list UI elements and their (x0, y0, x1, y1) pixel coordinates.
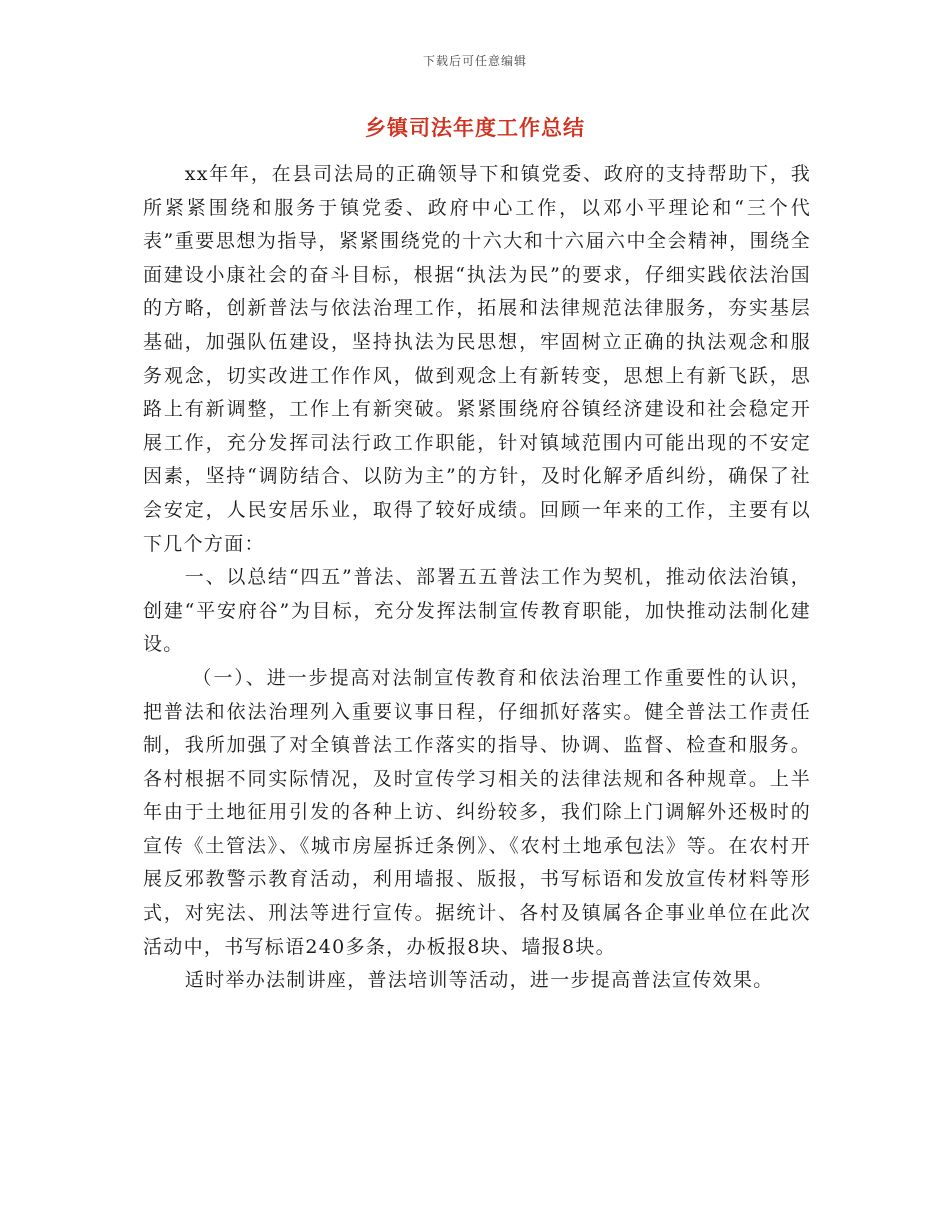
paragraph-subsection-1: （一）、进一步提高对法制宣传教育和依法治理工作重要性的认识，把普法和依法治理列入重要议事日程，仔细抓好落实。健全普法工作责任制，我所加强了对全镇普法工作落实的指导、协调、监督、检查和服务。各村根据不同实际情况，及时宣传学习相关的法律法规和各种规章。上半年由于土地征用引发的各种上访、纠纷较多，我们除上门调解外还极时的宣传《土管法》、《城市房屋拆迁条例》、《农村土地承包法》等。在农村开展反邪教警示教育活动，利用墙报、版报，书写标语和发放宣传材料等形式，对宪法、刑法等进行宣传。据统计、各村及镇属各企事业单位在此次活动中，书写标语240多条，办板报8块、墙报8块。 (143, 666, 811, 958)
paragraph-lectures: 适时举办法制讲座，普法培训等活动，进一步提高普法宣传效果。 (184, 969, 774, 992)
document-title: 乡镇司法年度工作总结 (365, 115, 585, 140)
document-body (143, 158, 811, 998)
page-header: 下载后可任意编辑 (422, 54, 527, 68)
paragraph-section-1: 一、以总结“四五”普法、部署五五普法工作为契机，推动依法治镇，创建“平安府谷”为目标，充分发挥法制宣传教育职能，加快推动法制化建设。 (143, 566, 811, 656)
paragraph-intro: xx年年，在县司法局的正确领导下和镇党委、政府的支持帮助下，我所紧紧围绕和服务于镇党委、政府中心工作，以邓小平理论和“三个代表”重要思想为指导，紧紧围绕党的十六大和十六届六中全会精神，围绕全面建设小康社会的奋斗目标，根据“执法为民”的要求，仔细实践依法治国的方略，创新普法与依法治理工作，拓展和法律规范法律服务，夯实基层基础，加强队伍建设，坚持执法为民思想，牢固树立正确的执法观念和服务观念，切实改进工作作风，做到观念上有新转变，思想上有新飞跃，思路上有新调整，工作上有新突破。紧紧围绕府谷镇经济建设和社会稳定开展工作，充分发挥司法行政工作职能，针对镇域范围内可能出现的不安定因素，坚持“调防结合、以防为主”的方针，及时化解矛盾纠纷，确保了社会安定，人民安居乐业，取得了较好成绩。回顾一年来的工作，主要有以下几个方面： (143, 163, 811, 555)
